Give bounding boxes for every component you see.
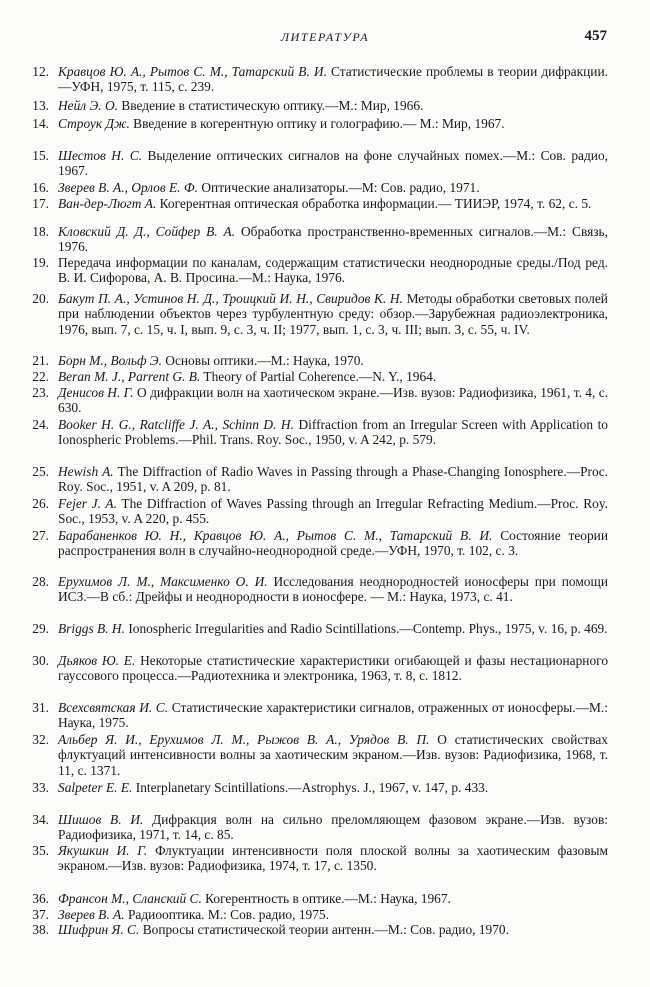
reference-body [58, 116, 608, 131]
reference-number: 36. [32, 891, 49, 906]
reference-text: Theory of Partial Coherence.—N. Y., 1964. [203, 369, 437, 384]
reference-authors: Ван-дер-Люгт А. [58, 196, 157, 211]
reference-authors: Барабаненков Ю. Н., Кравцов Ю. А., Рытов С. М., Татарский В. И. [58, 528, 493, 543]
reference-body [58, 732, 608, 778]
reference-number: 21. [32, 353, 49, 368]
reference-authors: Строук Дж. [58, 116, 130, 131]
reference-number: 24. [32, 417, 49, 432]
reference-body [58, 907, 608, 922]
reference-authors: Альбер Я. И., Ерухимов Л. М., Рыжов В. А., Урядов В. П. [58, 732, 430, 747]
reference-authors: Денисов Н. Г. [58, 385, 134, 400]
reference-number: 19. [32, 255, 49, 270]
page-number: 457 [584, 28, 607, 44]
reference-number: 23. [32, 385, 49, 400]
reference-text: Введение в когерентную оптику и голографию.— М.: Мир, 1967. [133, 116, 505, 131]
reference-text: Дифракция волн на сильно преломляющем фазовом экране.—Изв. вузов: Радиофизика, 1971, т. 14, с. 85. [58, 812, 608, 843]
reference-authors: Борн М., Вольф Э. [58, 353, 162, 368]
reference-number: 22. [32, 369, 49, 384]
reference-number: 26. [32, 496, 49, 511]
reference-number: 31. [32, 700, 49, 715]
reference-body [58, 528, 608, 559]
reference-number: 16. [32, 180, 49, 195]
reference-body [58, 417, 608, 448]
reference-body [58, 812, 608, 843]
reference-authors: Шестов Н. С. [58, 148, 143, 163]
reference-authors: Hewish A. [58, 464, 114, 479]
reference-text: Обработка пространственно-временных сигналов.—М.: Связь, 1976. [58, 224, 609, 255]
page-title: ЛИТЕРАТУРА [280, 30, 370, 44]
reference-text: Оптические анализаторы.—М: Сов. радио, 1971. [201, 180, 480, 195]
reference-text: Когерентная оптическая обработка информации.— ТИИЭР, 1974, т. 62, с. 5. [159, 196, 592, 211]
reference-body [58, 922, 608, 937]
reference-body [58, 574, 608, 605]
reference-authors: Зверев В. А., Орлов Е. Ф. [58, 180, 198, 195]
reference-text: Состояние теории распространения волн в случайно-неоднородной среде.—УФН, 1970, т. 102, с. 3. [58, 528, 608, 559]
reference-body [58, 891, 608, 906]
reference-authors: Якушкин И. Г. [58, 843, 148, 858]
reference-authors: Шифрин Я. С. [58, 922, 140, 937]
reference-body [58, 653, 608, 684]
reference-authors: Ерухимов Л. М., Максименко О. И. [58, 574, 268, 589]
reference-authors: Бакут П. А., Устинов Н. Д., Троицкий И. Н., Свиридов К. Н. [58, 291, 403, 306]
reference-body [58, 700, 608, 731]
reference-authors: Зверев В. А. [58, 907, 125, 922]
reference-authors: Всехсвятская И. С. [58, 700, 169, 715]
reference-number: 28. [32, 574, 49, 589]
reference-body [58, 621, 608, 636]
reference-body [58, 385, 608, 416]
reference-text: Статистические характеристики сигналов, отраженных от ионосферы.—М.: Наука, 1975. [58, 700, 608, 731]
reference-number: 12. [32, 64, 49, 79]
reference-text: Радиооптика. М.: Сов. радио, 1975. [127, 907, 329, 922]
reference-text: Методы обработки световых полей при наблюдении объектов через турбулентную среду: обзор.—Зарубежная радиоэлектроника, 1976, вып. 7, с. 15, ч. I, вып. 9, с. 3, ч. II; 1977, вып. 1, с. 3, ч. III; вып. 3, с. 55, ч. IV. [58, 291, 608, 337]
reference-text: Основы оптики.—М.: Наука, 1970. [165, 353, 364, 368]
reference-body [58, 353, 608, 368]
reference-text: Передача информации по каналам, содержащим статистически неоднородные среды./Под ред. В. И. Сифорова, А. В. Просина.—М.: Наука, 1976. [58, 255, 608, 286]
reference-authors: Salpeter E. E. [58, 780, 133, 795]
reference-number: 13. [32, 98, 49, 113]
reference-number: 35. [32, 843, 49, 858]
reference-text: О дифракции волн на хаотическом экране.—Изв. вузов: Радиофизика, 1961, т. 4, с. 630. [58, 385, 608, 416]
reference-authors: Кравцов Ю. А., Рытов С. М., Татарский В. И. [58, 64, 327, 79]
reference-number: 27. [32, 528, 49, 543]
reference-text: The Diffraction of Waves Passing through an Irregular Refracting Medium.—Proc. Roy. Soc., 1953, v. A 220, p. 455. [58, 496, 608, 527]
reference-number: 15. [32, 148, 49, 163]
reference-number: 37. [32, 907, 49, 922]
reference-number: 25. [32, 464, 49, 479]
reference-authors: Briggs B. H. [58, 621, 125, 636]
reference-text: Interplanetary Scintillations.—Astrophys. J., 1967, v. 147, p. 433. [135, 780, 489, 795]
reference-number: 32. [32, 732, 49, 747]
reference-body [58, 464, 608, 495]
reference-text: The Diffraction of Radio Waves in Passing through a Phase-Changing Ionosphere.—Proc. Roy. Soc., 1951, v. A 209, p. 81. [58, 464, 608, 495]
reference-number: 30. [32, 653, 49, 668]
reference-body [58, 255, 608, 286]
reference-body [58, 780, 608, 795]
reference-body [58, 843, 608, 874]
reference-number: 34. [32, 812, 49, 827]
reference-text: Некоторые статистические характеристики огибающей и фазы нестационарного гауссового процесса.—Радиотехника и электроника, 1963, т. 8, с. 1812. [58, 653, 609, 684]
reference-text: Когерентность в оптике.—М.: Наука, 1967. [205, 891, 451, 906]
reference-text: О статистических свойствах флуктуаций интенсивности волны за хаотическим экраном.—Изв. вузов: Радиофизика, 1968, т. 11, с. 1371. [58, 732, 608, 778]
reference-body [58, 496, 608, 527]
reference-text: Diffraction from an Irregular Screen with Application to Ionospheric Problems.—Phil. Trans. Roy. Soc., 1950, v. A 242, p. 579. [58, 417, 608, 448]
reference-body [58, 64, 608, 95]
reference-body [58, 98, 608, 113]
reference-number: 20. [32, 291, 49, 306]
reference-number: 33. [32, 780, 49, 795]
reference-body [58, 291, 608, 337]
reference-text: Статистические проблемы в теории дифракции.—УФН, 1975, т. 115, с. 239. [58, 64, 608, 95]
reference-number: 29. [32, 621, 49, 636]
reference-authors: Дьяков Ю. Е. [58, 653, 136, 668]
reference-text: Введение в статистическую оптику.—М.: Мир, 1966. [121, 98, 424, 113]
reference-authors: Шишов В. И. [58, 812, 144, 827]
reference-authors: Нейл Э. О. [58, 98, 118, 113]
page-header [0, 28, 650, 52]
reference-authors: Beran M. J., Parrent G. B. [58, 369, 201, 384]
reference-body [58, 148, 608, 179]
reference-body [58, 196, 608, 211]
reference-body [58, 224, 608, 255]
reference-text: Исследования неоднородностей ионосферы при помощи ИСЗ.—В сб.: Дрейфы и неоднородности в ионосфере. — М.: Наука, 1973, с. 41. [58, 574, 608, 605]
reference-authors: Booker H. G., Ratcliffe J. A., Schinn D. H. [58, 417, 294, 432]
reference-authors: Кловский Д. Д., Сойфер В. А. [58, 224, 236, 239]
reference-text: Флуктуации интенсивности поля плоской волны за хаотическим фазовым экраном.—Изв. вузов: Радиофизика, 1974, т. 17, с. 1350. [58, 843, 609, 874]
reference-text: Выделение оптических сигналов на фоне случайных помех.—М.: Сов. радио, 1967. [58, 148, 608, 179]
reference-number: 17. [32, 196, 49, 211]
reference-authors: Франсон М., Сланский С. [58, 891, 202, 906]
reference-body [58, 180, 608, 195]
reference-authors: Fejer J. A. [58, 496, 117, 511]
reference-number: 14. [32, 116, 49, 131]
reference-text: Вопросы статистической теории антенн.—М.: Сов. радио, 1970. [142, 922, 509, 937]
reference-body [58, 369, 608, 384]
reference-number: 18. [32, 224, 49, 239]
reference-number: 38. [32, 922, 49, 937]
reference-text: Ionospheric Irregularities and Radio Scintillations.—Contemp. Phys., 1975, v. 16, p. 469. [128, 621, 608, 636]
